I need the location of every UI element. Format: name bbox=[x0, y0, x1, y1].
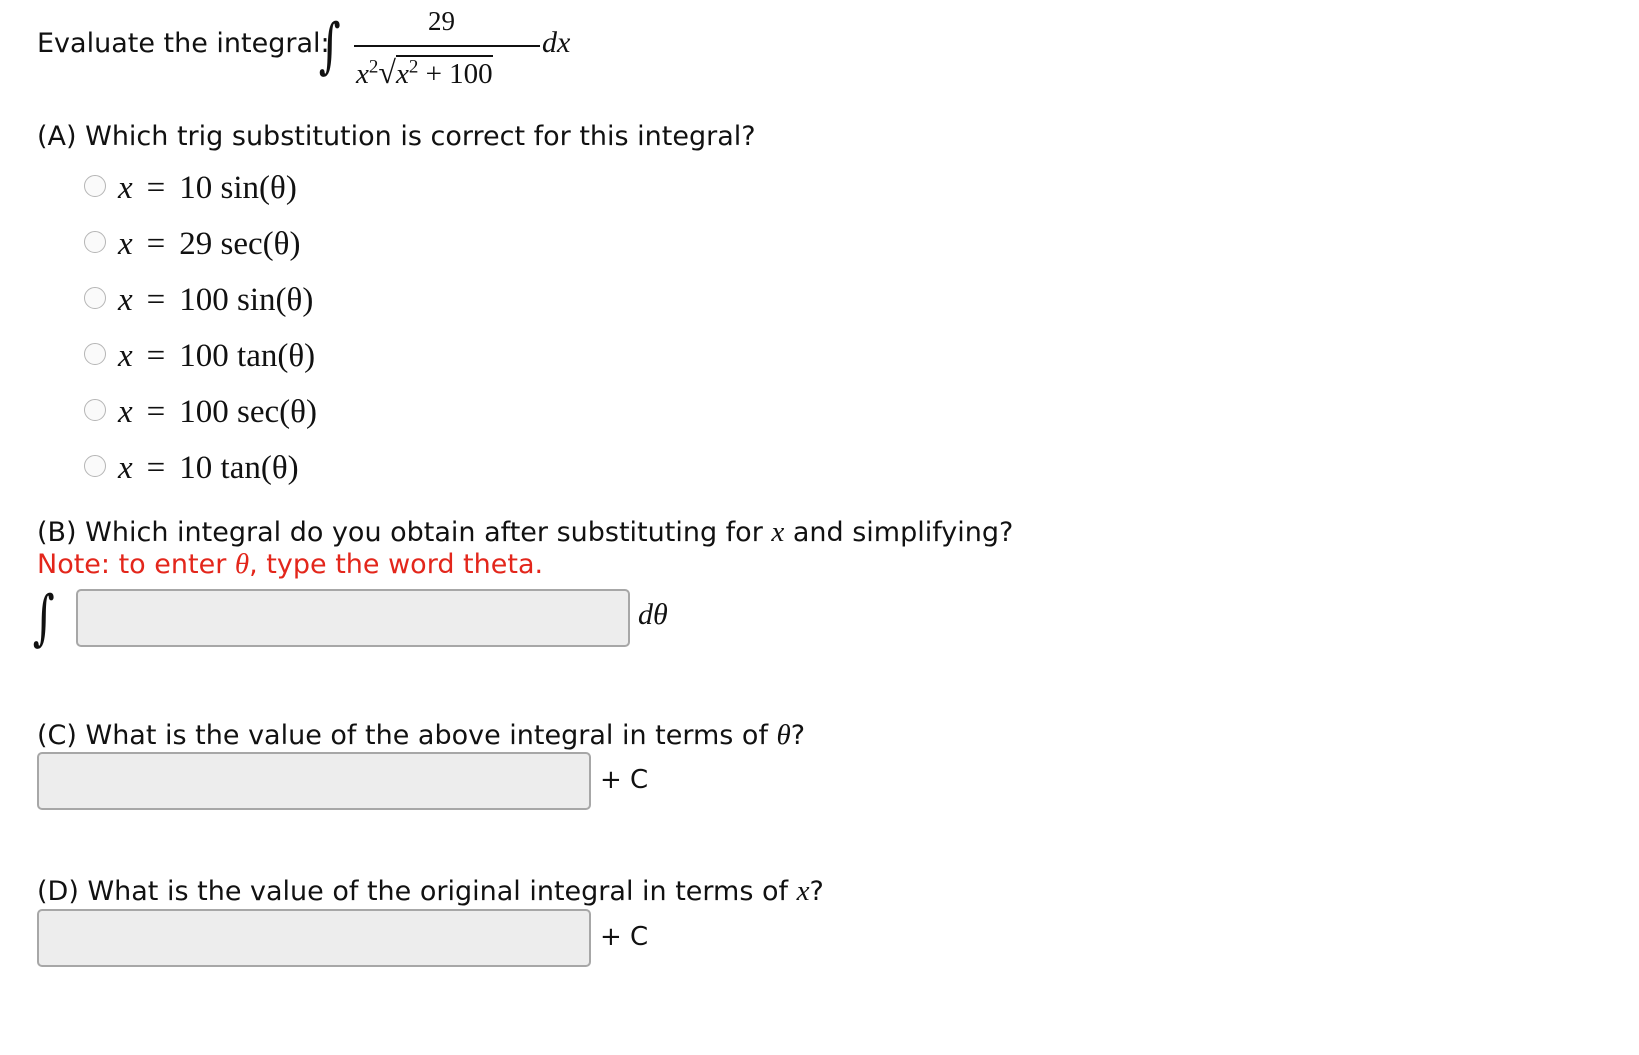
option-label: x = 100 sin(θ) bbox=[118, 282, 314, 318]
part-b-note: Note: to enter θ, type the word theta. bbox=[37, 548, 544, 580]
option-row[interactable] bbox=[84, 336, 484, 376]
part-b-differential: dθ bbox=[638, 598, 668, 631]
option-label: x = 100 sec(θ) bbox=[118, 394, 317, 430]
integrand-numerator: 29 bbox=[428, 6, 455, 36]
option-row[interactable] bbox=[84, 280, 484, 320]
integrand-differential: dx bbox=[542, 26, 571, 59]
part-d-plus-c: + C bbox=[600, 922, 649, 952]
option-label: x = 10 sin(θ) bbox=[118, 170, 297, 206]
integral-sign-icon: ∫ bbox=[318, 11, 341, 81]
option-row[interactable] bbox=[84, 224, 484, 264]
fraction-bar bbox=[354, 45, 540, 47]
option-row[interactable] bbox=[84, 168, 484, 208]
integral-sign-icon: ∫ bbox=[32, 583, 55, 653]
part-c-question: (C) What is the value of the above integral in terms of θ? bbox=[37, 719, 806, 751]
radio-option-4[interactable] bbox=[84, 343, 106, 365]
problem-prompt: Evaluate the integral: bbox=[37, 28, 330, 59]
part-d-question: (D) What is the value of the original integral in terms of x? bbox=[37, 875, 824, 907]
part-c-plus-c: + C bbox=[600, 765, 649, 795]
radio-option-6[interactable] bbox=[84, 455, 106, 477]
part-b-question: (B) Which integral do you obtain after substituting for x and simplifying? bbox=[37, 516, 1014, 548]
option-label: x = 100 tan(θ) bbox=[118, 338, 316, 374]
integral-expression bbox=[308, 4, 588, 96]
option-row[interactable] bbox=[84, 448, 484, 488]
part-d-answer-input[interactable] bbox=[37, 909, 591, 967]
part-b-integrand-input[interactable] bbox=[76, 589, 630, 647]
option-label: x = 10 tan(θ) bbox=[118, 450, 299, 486]
part-c-answer-input[interactable] bbox=[37, 752, 591, 810]
radio-option-2[interactable] bbox=[84, 231, 106, 253]
option-label: x = 29 sec(θ) bbox=[118, 226, 301, 262]
radio-option-3[interactable] bbox=[84, 287, 106, 309]
part-a-question: (A) Which trig substitution is correct for this integral? bbox=[37, 121, 756, 152]
radio-option-5[interactable] bbox=[84, 399, 106, 421]
radio-option-1[interactable] bbox=[84, 175, 106, 197]
integrand-denominator: $x^2√x^2 + 100$ bbox=[356, 54, 493, 90]
option-row[interactable] bbox=[84, 392, 484, 432]
